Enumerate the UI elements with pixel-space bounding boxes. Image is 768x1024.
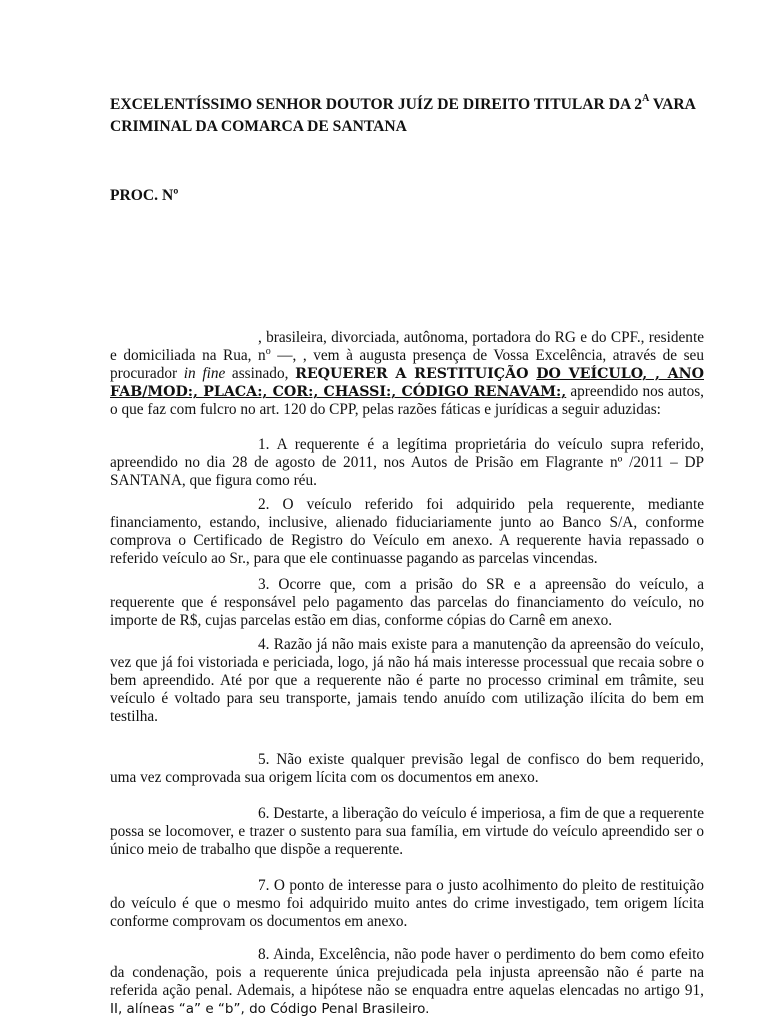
paragraph-8: [110, 946, 704, 1018]
paragraph-8-text: 8. Ainda, Excelência, não pode haver o perdimento do bem como efeito da condenação, pois a requerente única prejudicada pela injusta apreensão não é parte na referida ação penal. Ademais, a hipótese não se enquadra entre aquelas elencadas no artigo 91,: [110, 946, 704, 1000]
request-title: REQUERER A RESTITUIÇÃO: [295, 366, 537, 383]
paragraph-7: [110, 877, 704, 931]
court-address-heading: [110, 94, 710, 138]
paragraph-3: [110, 576, 704, 630]
intro-part1: , brasileira, divorciada, autônoma, portadora do RG e do CPF., residente e domiciliada na Rua, n: [110, 329, 704, 365]
intro-part3: assinado,: [225, 365, 296, 383]
paragraph-4: [110, 636, 704, 726]
heading-line1-end: VARA: [649, 96, 696, 113]
heading-line2: CRIMINAL DA COMARCA DE SANTANA: [110, 118, 407, 135]
vehicle-details: DO VEÍCULO, , ANO FAB/MOD:, PLACA:, COR:, CHASSI:, CÓDIGO RENAVAM:,: [110, 366, 705, 401]
paragraph-4-text: 4. Razão já não mais existe para a manutenção da apreensão do veículo, vez que já foi vistoriada e periciada, logo, já não há mais interesse processual que recaia sobre o bem apreendido. Até por que a requerente não é parte no processo criminal em trâmite, seu veículo é voltado para seu transporte, jamais tendo anuído com utilização ilícita do bem em testilha.: [110, 636, 704, 726]
intro-in-fine: in fine: [183, 365, 226, 383]
paragraph-2: [110, 496, 704, 568]
intro-paragraph: [110, 329, 704, 419]
process-number-label: PROC. Nº: [110, 187, 179, 204]
paragraph-3-text: 3. Ocorre que, com a prisão do SR e a apreensão do veículo, a requerente que é responsável pelo pagamento das parcelas do financiamento do veículo, no importe de R$, cujas parcelas estão em dias, conforme cópias do Carnê em anexo.: [110, 576, 704, 630]
paragraph-1: [110, 436, 704, 490]
paragraph-2-text: 2. O veículo referido foi adquirido pela requerente, mediante financiamento, estando, inclusive, alienado fiduciariamente junto ao Banco S/A, conforme comprova o Certificado de Registro do Veículo em anexo. A requerente havia repassado o referido veículo ao Sr., para que ele continuasse pagando as parcelas vincendas.: [110, 496, 704, 568]
paragraph-8-tail: II, alíneas “a” e “b”, do Código Penal Brasileiro.: [110, 1001, 430, 1018]
intro-part2: —, , vem à augusta presença de Vossa Excelência, através de seu procurador: [110, 347, 704, 383]
paragraph-6: [110, 805, 704, 859]
heading-superscript: A: [642, 93, 650, 104]
intro-number-superscript: o: [265, 346, 271, 358]
heading-line1: EXCELENTÍSSIMO SENHOR DOUTOR JUÍZ DE DIREITO TITULAR DA 2: [110, 96, 643, 113]
paragraph-1-text: 1. A requerente é a legítima proprietária do veículo supra referido, apreendido no dia 28 de agosto de 2011, nos Autos de Prisão em Flagrante nº /2011 – DP SANTANA, que figura como réu.: [110, 436, 704, 490]
intro-part4: apreendido nos autos, o que faz com fulcro no art. 120 do CPP, pelas razões fáticas e jurídicas a seguir aduzidas:: [110, 383, 705, 419]
paragraph-5-text: 5. Não existe qualquer previsão legal de confisco do bem requerido, uma vez comprovada sua origem lícita com os documentos em anexo.: [110, 751, 704, 787]
paragraph-5: [110, 751, 704, 787]
paragraph-7-text: 7. O ponto de interesse para o justo acolhimento do pleito de restituição do veículo é que o mesmo foi adquirido muito antes do crime investigado, tem origem lícita conforme comprovam os documentos em anexo.: [110, 877, 704, 931]
paragraph-6-text: 6. Destarte, a liberação do veículo é imperiosa, a fim de que a requerente possa se locomover, e trazer o sustento para sua família, em virtude do veículo apreendido ser o único meio de trabalho que dispõe a requerente.: [110, 805, 704, 859]
